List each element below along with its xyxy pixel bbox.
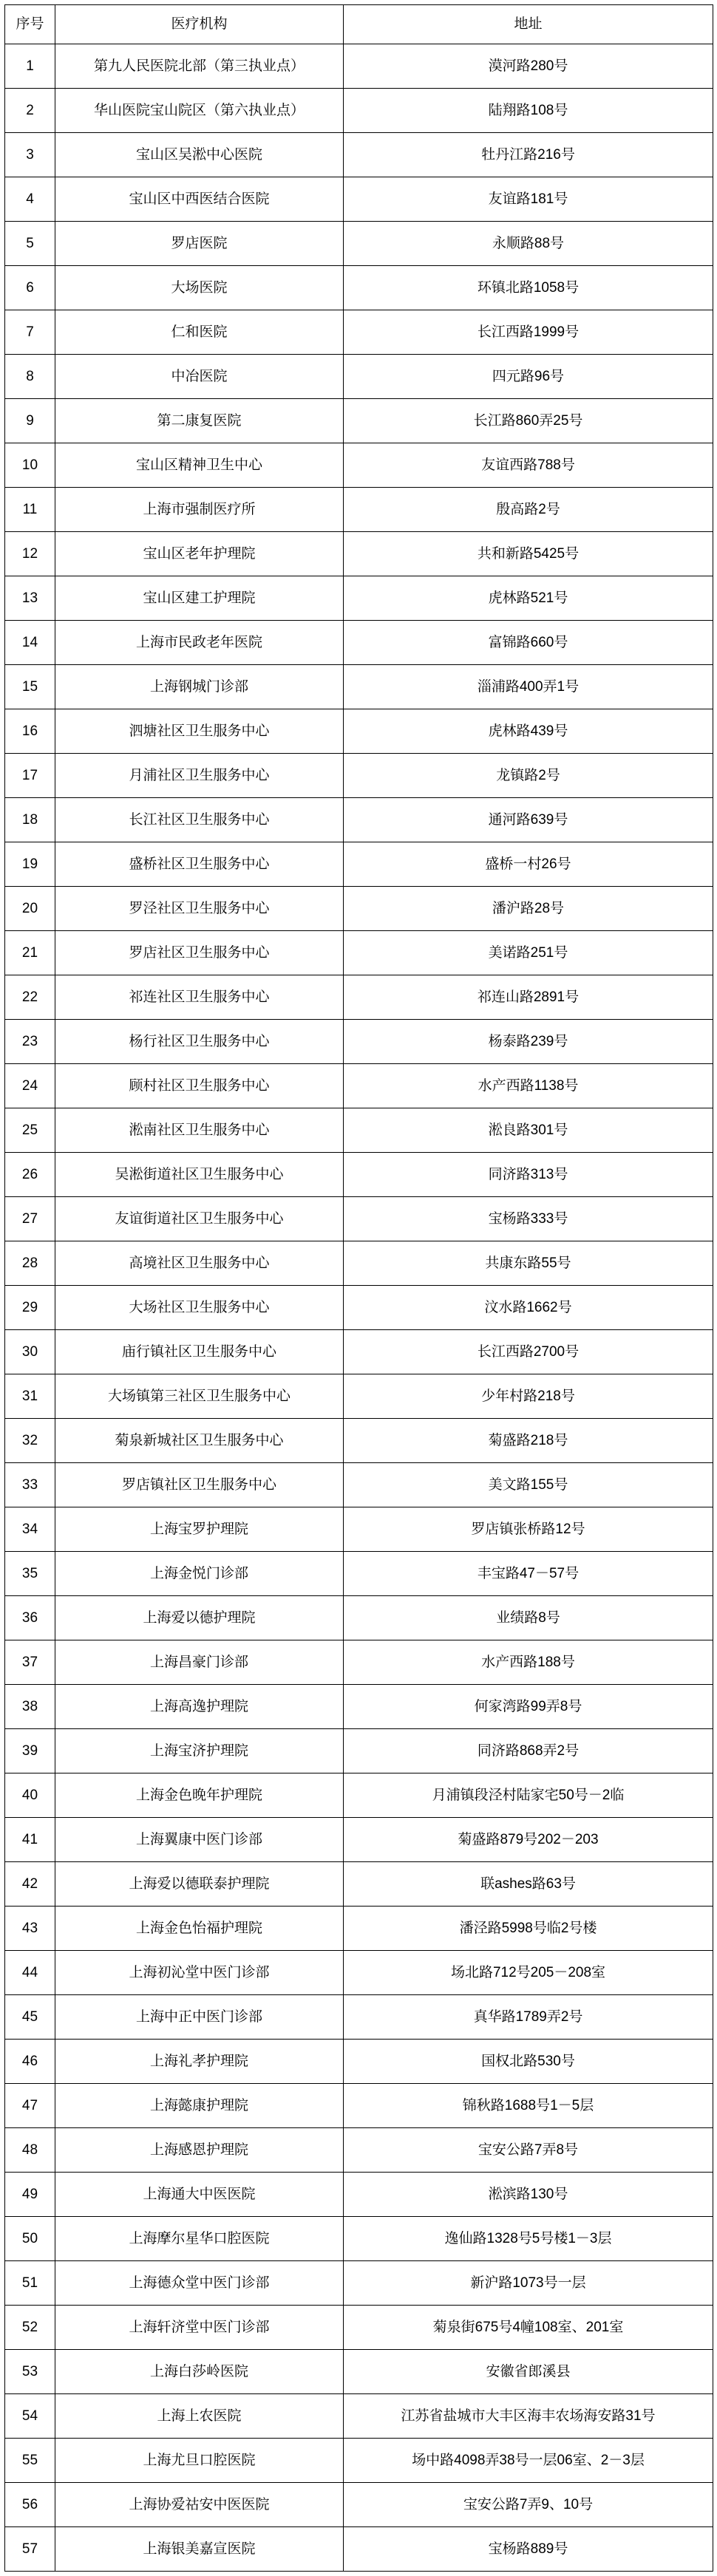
table-row — [5, 266, 713, 310]
cell-facility-name: 顾村社区卫生服务中心 — [55, 1064, 344, 1108]
cell-address: 淞良路301号 — [344, 1108, 713, 1153]
cell-index: 2 — [5, 89, 55, 133]
cell-index: 47 — [5, 2084, 55, 2128]
cell-address: 宝杨路333号 — [344, 1197, 713, 1241]
cell-address: 宝杨路889号 — [344, 2527, 713, 2572]
column-header-index: 序号 — [5, 5, 55, 44]
cell-index: 28 — [5, 1241, 55, 1286]
cell-facility-name: 上海白莎岭医院 — [55, 2350, 344, 2394]
cell-address: 何家湾路99弄8号 — [344, 1685, 713, 1729]
table-row — [5, 532, 713, 576]
table-row — [5, 842, 713, 887]
cell-index: 1 — [5, 44, 55, 89]
cell-index: 46 — [5, 2040, 55, 2084]
cell-facility-name: 上海通大中医医院 — [55, 2173, 344, 2217]
cell-index: 42 — [5, 1862, 55, 1907]
cell-address: 菊泉街675号4幢108室、201室 — [344, 2306, 713, 2350]
cell-address: 水产西路1138号 — [344, 1064, 713, 1108]
cell-address: 逸仙路1328号5号楼1－3层 — [344, 2217, 713, 2261]
cell-index: 26 — [5, 1153, 55, 1197]
cell-address: 富锦路660号 — [344, 621, 713, 665]
cell-address: 通河路639号 — [344, 798, 713, 842]
cell-address: 潘沪路28号 — [344, 887, 713, 931]
cell-index: 13 — [5, 576, 55, 621]
cell-facility-name: 杨行社区卫生服务中心 — [55, 1020, 344, 1064]
cell-address: 月浦镇段泾村陆家宅50号－2临 — [344, 1773, 713, 1818]
cell-address: 少年村路218号 — [344, 1374, 713, 1419]
cell-facility-name: 泗塘社区卫生服务中心 — [55, 709, 344, 754]
cell-facility-name: 上海感恩护理院 — [55, 2128, 344, 2173]
cell-index: 14 — [5, 621, 55, 665]
table-row — [5, 2527, 713, 2572]
cell-index: 20 — [5, 887, 55, 931]
cell-address: 场中路4098弄38号一层06室、2－3层 — [344, 2439, 713, 2483]
table-row — [5, 621, 713, 665]
cell-index: 40 — [5, 1773, 55, 1818]
table-row — [5, 310, 713, 355]
cell-facility-name: 上海金色怡福护理院 — [55, 1907, 344, 1951]
cell-facility-name: 上海尤旦口腔医院 — [55, 2439, 344, 2483]
table-row — [5, 355, 713, 399]
cell-facility-name: 上海中正中医门诊部 — [55, 1995, 344, 2040]
cell-facility-name: 淞南社区卫生服务中心 — [55, 1108, 344, 1153]
table-row — [5, 1862, 713, 1907]
cell-facility-name: 大场社区卫生服务中心 — [55, 1286, 344, 1330]
cell-index: 23 — [5, 1020, 55, 1064]
cell-facility-name: 上海爱以德护理院 — [55, 1596, 344, 1640]
cell-facility-name: 罗泾社区卫生服务中心 — [55, 887, 344, 931]
cell-address: 友谊路181号 — [344, 177, 713, 222]
cell-address: 真华路1789弄2号 — [344, 1995, 713, 2040]
table-row — [5, 1463, 713, 1507]
table-row — [5, 975, 713, 1020]
cell-address: 新沪路1073号一层 — [344, 2261, 713, 2306]
table-row — [5, 1552, 713, 1596]
cell-address: 罗店镇张桥路12号 — [344, 1507, 713, 1552]
cell-address: 国权北路530号 — [344, 2040, 713, 2084]
cell-index: 25 — [5, 1108, 55, 1153]
cell-facility-name: 上海礼孝护理院 — [55, 2040, 344, 2084]
cell-index: 43 — [5, 1907, 55, 1951]
cell-address: 菊盛路879号202－203 — [344, 1818, 713, 1862]
cell-facility-name: 祁连社区卫生服务中心 — [55, 975, 344, 1020]
table-row — [5, 399, 713, 443]
cell-facility-name: 上海懿康护理院 — [55, 2084, 344, 2128]
table-row — [5, 1818, 713, 1862]
table-row — [5, 798, 713, 842]
table-row — [5, 1995, 713, 2040]
cell-facility-name: 罗店社区卫生服务中心 — [55, 931, 344, 975]
cell-address: 汶水路1662号 — [344, 1286, 713, 1330]
table-row — [5, 665, 713, 709]
cell-address: 四元路96号 — [344, 355, 713, 399]
cell-index: 30 — [5, 1330, 55, 1374]
cell-facility-name: 上海昌豪门诊部 — [55, 1640, 344, 1685]
cell-index: 53 — [5, 2350, 55, 2394]
cell-address: 联ashes路63号 — [344, 1862, 713, 1907]
table-row — [5, 2261, 713, 2306]
cell-address: 环镇北路1058号 — [344, 266, 713, 310]
cell-facility-name: 宝山区中西医结合医院 — [55, 177, 344, 222]
cell-index: 27 — [5, 1197, 55, 1241]
cell-address: 杨泰路239号 — [344, 1020, 713, 1064]
cell-address: 虎林路439号 — [344, 709, 713, 754]
table-row — [5, 2128, 713, 2173]
cell-index: 39 — [5, 1729, 55, 1773]
cell-address: 长江西路1999号 — [344, 310, 713, 355]
cell-index: 34 — [5, 1507, 55, 1552]
column-header-facility: 医疗机构 — [55, 5, 344, 44]
cell-address: 龙镇路2号 — [344, 754, 713, 798]
cell-index: 55 — [5, 2439, 55, 2483]
table-row — [5, 1330, 713, 1374]
cell-address: 永顺路88号 — [344, 222, 713, 266]
cell-facility-name: 菊泉新城社区卫生服务中心 — [55, 1419, 344, 1463]
cell-facility-name: 大场镇第三社区卫生服务中心 — [55, 1374, 344, 1419]
table-row — [5, 887, 713, 931]
cell-facility-name: 上海市民政老年医院 — [55, 621, 344, 665]
cell-index: 9 — [5, 399, 55, 443]
table-row — [5, 2040, 713, 2084]
cell-index: 37 — [5, 1640, 55, 1685]
cell-index: 21 — [5, 931, 55, 975]
cell-index: 57 — [5, 2527, 55, 2572]
cell-address: 祁连山路2891号 — [344, 975, 713, 1020]
cell-facility-name: 宝山区精神卫生中心 — [55, 443, 344, 488]
cell-facility-name: 友谊街道社区卫生服务中心 — [55, 1197, 344, 1241]
table-row — [5, 488, 713, 532]
cell-facility-name: 宝山区老年护理院 — [55, 532, 344, 576]
cell-address: 锦秋路1688号1－5层 — [344, 2084, 713, 2128]
table-row — [5, 1729, 713, 1773]
cell-facility-name: 罗店镇社区卫生服务中心 — [55, 1463, 344, 1507]
cell-facility-name: 上海翼康中医门诊部 — [55, 1818, 344, 1862]
cell-facility-name: 上海宝济护理院 — [55, 1729, 344, 1773]
cell-address: 江苏省盐城市大丰区海丰农场海安路31号 — [344, 2394, 713, 2439]
cell-facility-name: 上海金悦门诊部 — [55, 1552, 344, 1596]
table-row — [5, 133, 713, 177]
cell-address: 漠河路280号 — [344, 44, 713, 89]
cell-index: 32 — [5, 1419, 55, 1463]
cell-address: 友谊西路788号 — [344, 443, 713, 488]
cell-address: 陆翔路108号 — [344, 89, 713, 133]
cell-index: 45 — [5, 1995, 55, 2040]
cell-address: 虎林路521号 — [344, 576, 713, 621]
table-row — [5, 1685, 713, 1729]
cell-address: 美诺路251号 — [344, 931, 713, 975]
table-row — [5, 2217, 713, 2261]
cell-index: 18 — [5, 798, 55, 842]
cell-address: 菊盛路218号 — [344, 1419, 713, 1463]
cell-facility-name: 庙行镇社区卫生服务中心 — [55, 1330, 344, 1374]
cell-facility-name: 高境社区卫生服务中心 — [55, 1241, 344, 1286]
cell-index: 56 — [5, 2483, 55, 2527]
cell-facility-name: 月浦社区卫生服务中心 — [55, 754, 344, 798]
cell-address: 宝安公路7弄8号 — [344, 2128, 713, 2173]
cell-facility-name: 上海高逸护理院 — [55, 1685, 344, 1729]
cell-index: 35 — [5, 1552, 55, 1596]
cell-facility-name: 上海市强制医疗所 — [55, 488, 344, 532]
table-row — [5, 222, 713, 266]
cell-facility-name: 第二康复医院 — [55, 399, 344, 443]
cell-address: 丰宝路47－57号 — [344, 1552, 713, 1596]
table-row — [5, 2439, 713, 2483]
cell-index: 6 — [5, 266, 55, 310]
cell-index: 36 — [5, 1596, 55, 1640]
cell-address: 长江西路2700号 — [344, 1330, 713, 1374]
cell-index: 29 — [5, 1286, 55, 1330]
table-row — [5, 177, 713, 222]
cell-address: 盛桥一村26号 — [344, 842, 713, 887]
table-row — [5, 1640, 713, 1685]
cell-address: 长江路860弄25号 — [344, 399, 713, 443]
cell-facility-name: 上海钢城门诊部 — [55, 665, 344, 709]
cell-index: 54 — [5, 2394, 55, 2439]
cell-address: 共康东路55号 — [344, 1241, 713, 1286]
cell-address: 共和新路5425号 — [344, 532, 713, 576]
cell-index: 22 — [5, 975, 55, 1020]
cell-facility-name: 上海初沁堂中医门诊部 — [55, 1951, 344, 1995]
cell-index: 4 — [5, 177, 55, 222]
table-row — [5, 1064, 713, 1108]
cell-facility-name: 盛桥社区卫生服务中心 — [55, 842, 344, 887]
cell-facility-name: 上海宝罗护理院 — [55, 1507, 344, 1552]
table-row — [5, 754, 713, 798]
cell-facility-name: 上海摩尔星华口腔医院 — [55, 2217, 344, 2261]
table-row — [5, 1286, 713, 1330]
cell-index: 11 — [5, 488, 55, 532]
cell-facility-name: 上海上农医院 — [55, 2394, 344, 2439]
table-row — [5, 1773, 713, 1818]
table-body — [5, 44, 713, 2572]
table-row — [5, 2350, 713, 2394]
cell-index: 31 — [5, 1374, 55, 1419]
table-row — [5, 1596, 713, 1640]
cell-facility-name: 仁和医院 — [55, 310, 344, 355]
cell-index: 51 — [5, 2261, 55, 2306]
table-header-row — [5, 5, 713, 44]
table-row — [5, 1108, 713, 1153]
table-row — [5, 1419, 713, 1463]
table-row — [5, 576, 713, 621]
cell-index: 8 — [5, 355, 55, 399]
cell-address: 同济路313号 — [344, 1153, 713, 1197]
table-header — [5, 5, 713, 44]
cell-index: 7 — [5, 310, 55, 355]
cell-facility-name: 上海德众堂中医门诊部 — [55, 2261, 344, 2306]
cell-facility-name: 宝山区吴淞中心医院 — [55, 133, 344, 177]
column-header-address: 地址 — [344, 5, 713, 44]
table-row — [5, 2173, 713, 2217]
table-row — [5, 931, 713, 975]
cell-address: 水产西路188号 — [344, 1640, 713, 1685]
cell-facility-name: 上海银美嘉宣医院 — [55, 2527, 344, 2572]
table-row — [5, 1020, 713, 1064]
table-row — [5, 1951, 713, 1995]
table-row — [5, 2084, 713, 2128]
table-row — [5, 44, 713, 89]
cell-address: 场北路712号205－208室 — [344, 1951, 713, 1995]
cell-index: 16 — [5, 709, 55, 754]
cell-address: 潘泾路5998号临2号楼 — [344, 1907, 713, 1951]
table-row — [5, 443, 713, 488]
cell-index: 38 — [5, 1685, 55, 1729]
cell-facility-name: 大场医院 — [55, 266, 344, 310]
cell-index: 48 — [5, 2128, 55, 2173]
cell-facility-name: 上海爱以德联泰护理院 — [55, 1862, 344, 1907]
cell-index: 33 — [5, 1463, 55, 1507]
cell-address: 同济路868弄2号 — [344, 1729, 713, 1773]
cell-index: 49 — [5, 2173, 55, 2217]
cell-index: 52 — [5, 2306, 55, 2350]
cell-address: 业绩路8号 — [344, 1596, 713, 1640]
cell-index: 3 — [5, 133, 55, 177]
table-row — [5, 1153, 713, 1197]
table-row — [5, 1197, 713, 1241]
cell-facility-name: 第九人民医院北部（第三执业点） — [55, 44, 344, 89]
cell-facility-name: 长江社区卫生服务中心 — [55, 798, 344, 842]
cell-index: 41 — [5, 1818, 55, 1862]
cell-address: 宝安公路7弄9、10号 — [344, 2483, 713, 2527]
medical-facility-table — [4, 4, 713, 2572]
cell-index: 50 — [5, 2217, 55, 2261]
table-row — [5, 1907, 713, 1951]
cell-facility-name: 上海协爱祜安中医医院 — [55, 2483, 344, 2527]
cell-address: 殷高路2号 — [344, 488, 713, 532]
cell-facility-name: 吴淞街道社区卫生服务中心 — [55, 1153, 344, 1197]
cell-index: 5 — [5, 222, 55, 266]
cell-index: 12 — [5, 532, 55, 576]
table-row — [5, 2306, 713, 2350]
cell-facility-name: 罗店医院 — [55, 222, 344, 266]
cell-index: 44 — [5, 1951, 55, 1995]
cell-index: 24 — [5, 1064, 55, 1108]
cell-facility-name: 宝山区建工护理院 — [55, 576, 344, 621]
cell-address: 淄浦路400弄1号 — [344, 665, 713, 709]
table-row — [5, 1507, 713, 1552]
table-row — [5, 1241, 713, 1286]
cell-index: 15 — [5, 665, 55, 709]
table-row — [5, 709, 713, 754]
table-row — [5, 89, 713, 133]
cell-address: 安徽省郎溪县 — [344, 2350, 713, 2394]
cell-index: 19 — [5, 842, 55, 887]
cell-facility-name: 上海轩济堂中医门诊部 — [55, 2306, 344, 2350]
cell-facility-name: 中冶医院 — [55, 355, 344, 399]
cell-facility-name: 上海金色晚年护理院 — [55, 1773, 344, 1818]
cell-address: 淞滨路130号 — [344, 2173, 713, 2217]
cell-address: 美文路155号 — [344, 1463, 713, 1507]
cell-index: 17 — [5, 754, 55, 798]
cell-index: 10 — [5, 443, 55, 488]
table-row — [5, 1374, 713, 1419]
cell-address: 牡丹江路216号 — [344, 133, 713, 177]
table-row — [5, 2394, 713, 2439]
cell-facility-name: 华山医院宝山院区（第六执业点） — [55, 89, 344, 133]
table-row — [5, 2483, 713, 2527]
